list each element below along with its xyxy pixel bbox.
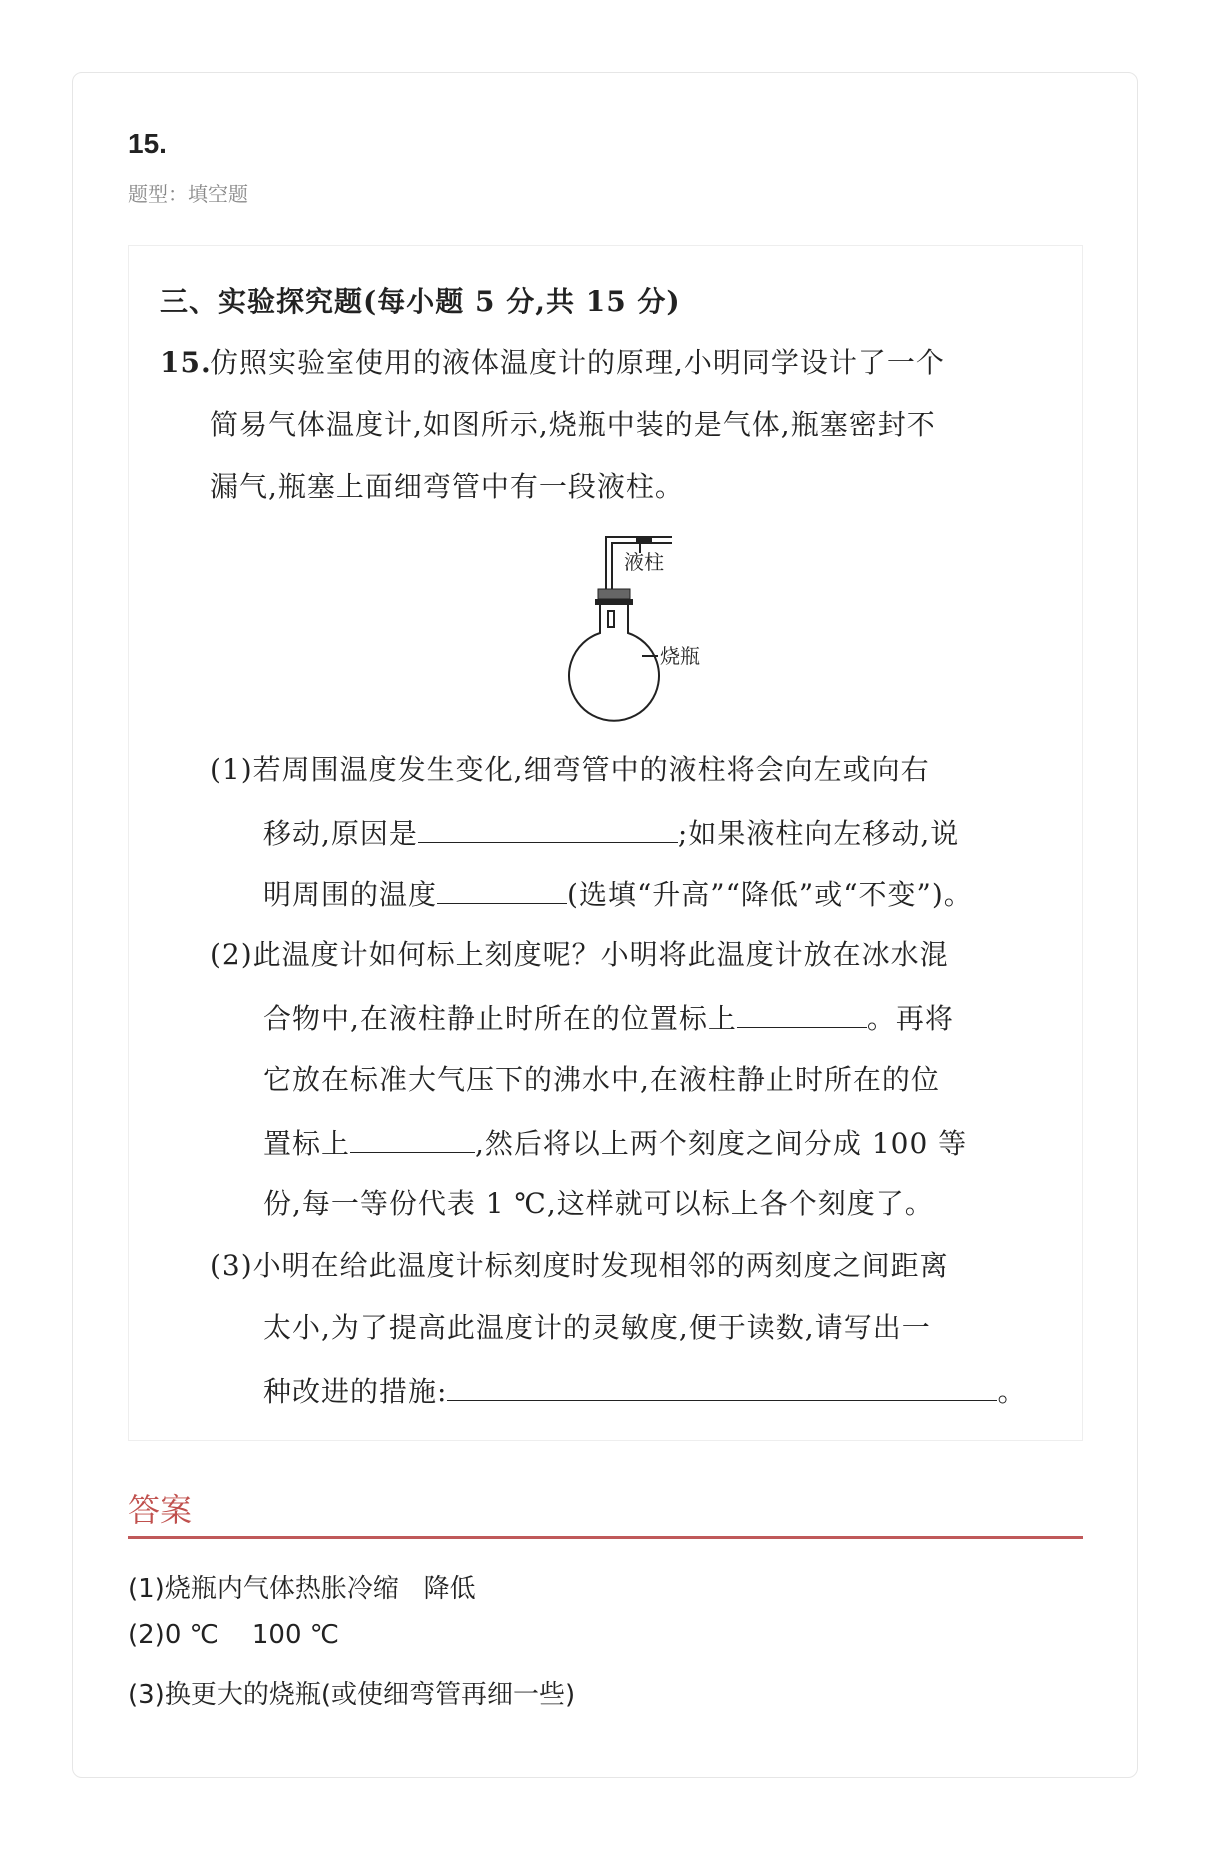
blank-2[interactable] [437,873,567,904]
part3-line: (3)小明在给此温度计标刻度时发现相邻的两刻度之间距离 [210,1249,949,1282]
part3-line: 太小,为了提高此温度计的灵敏度,便于读数,请写出一 [263,1311,931,1344]
part2-line: 置标上 ,然后将以上两个刻度之间分成 100 等 [263,1122,967,1164]
part1-line: 移动,原因是 ;如果液柱向左移动,说 [263,812,959,854]
part3-line: 种改进的措施: 。 [263,1370,1026,1412]
intro-line: 漏气,瓶塞上面细弯管中有一段液柱。 [210,470,684,503]
part1-line: 明周围的温度 (选填“升高”“降低”或“不变”)。 [263,873,973,915]
part2-line: 合物中,在液柱静止时所在的位置标上 。再将 [263,997,954,1039]
answer-divider [128,1536,1083,1539]
part2-line: (2)此温度计如何标上刻度呢？小明将此温度计放在冰水混 [210,938,949,971]
answer-line: (2)0 ℃ 100 ℃ [128,1620,339,1650]
answer-heading: 答案 [128,1491,193,1529]
label-flask: 烧瓶 [660,644,700,668]
blank-1[interactable] [418,812,678,843]
part1-line: (1)若周围温度发生变化,细弯管中的液柱将会向左或向右 [210,753,930,786]
part2-line: 它放在标准大气压下的沸水中,在液柱静止时所在的位 [263,1063,940,1096]
part2-line: 份,每一等份代表 1 ℃,这样就可以标上各个刻度了。 [263,1187,934,1220]
intro-line: 简易气体温度计,如图所示,烧瓶中装的是气体,瓶塞密封不 [210,408,936,441]
answer-line: (1)烧瓶内气体热胀冷缩 降低 [128,1574,476,1604]
blank-3[interactable] [737,997,867,1028]
blank-4[interactable] [350,1122,475,1153]
answer-line: (3)换更大的烧瓶(或使细弯管再细一些) [128,1680,576,1710]
blank-5[interactable] [447,1370,997,1401]
flask-diagram [540,525,720,725]
question-type: 题型：填空题 [128,182,248,206]
label-liquid: 液柱 [624,550,664,574]
question-number: 15. [128,128,167,159]
section-heading: 三、实验探究题(每小题 5 分,共 15 分) [160,285,681,318]
problem-number: 15. [160,346,212,379]
intro-line: 仿照实验室使用的液体温度计的原理,小明同学设计了一个 [210,346,945,379]
